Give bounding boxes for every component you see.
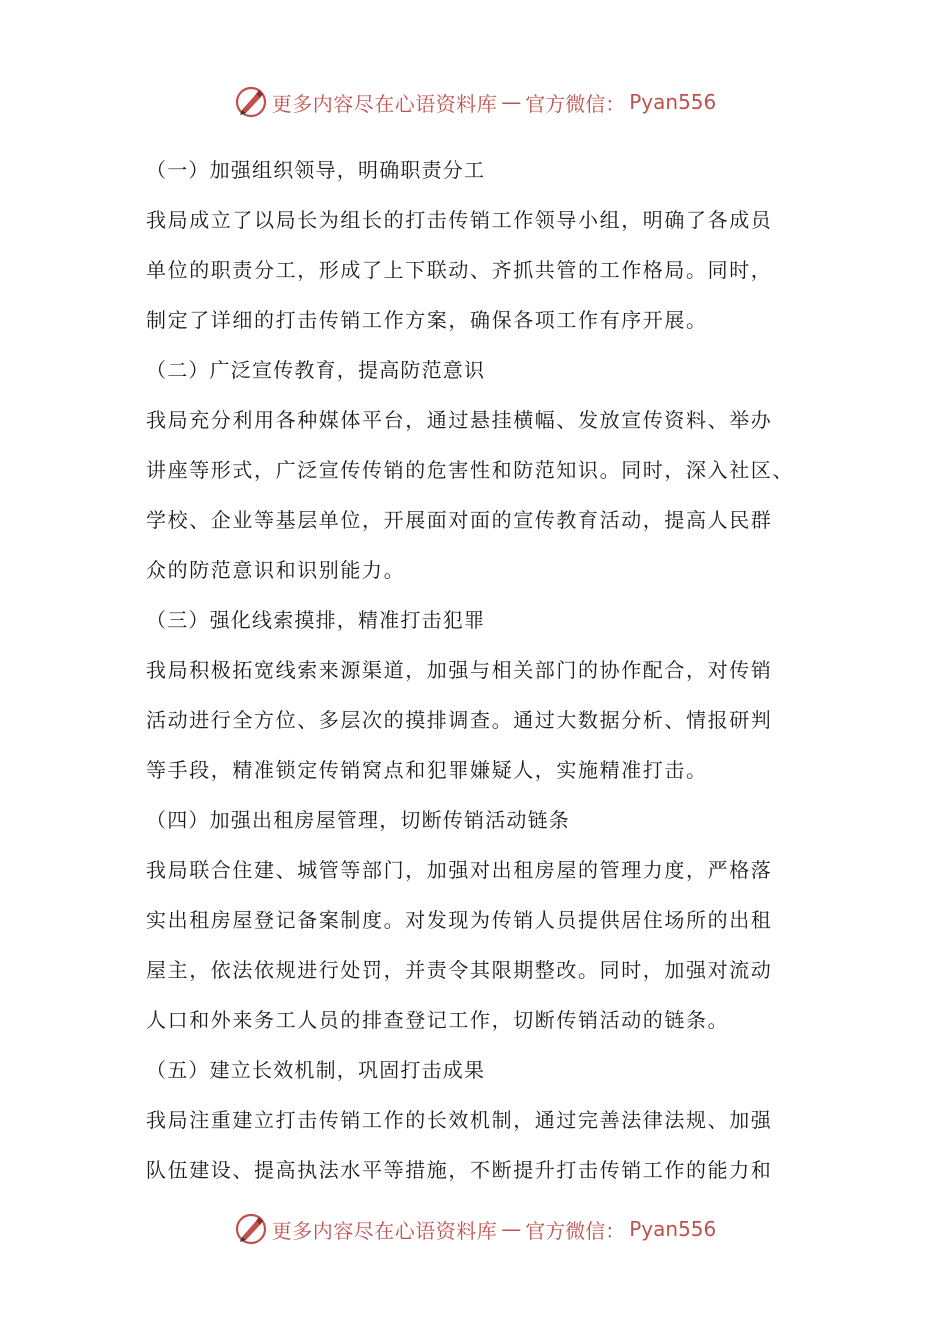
- logo-icon: [234, 85, 268, 119]
- section-heading-4: （四）加强出租房屋管理，切断传销活动链条: [146, 808, 570, 832]
- banner-wechat-id: Pyan556: [629, 1217, 717, 1241]
- banner-wechat-label: 官方微信：: [525, 91, 626, 116]
- paragraph-line: 单位的职责分工，形成了上下联动、齐抓共管的工作格局。同时，: [146, 258, 773, 282]
- document-body: [146, 145, 826, 1195]
- footer-banner: [0, 1207, 950, 1251]
- banner-dash: —: [501, 1217, 522, 1241]
- paragraph-line: 学校、企业等基层单位，开展面对面的宣传教育活动，提高人民群: [146, 508, 773, 532]
- banner-dash: —: [501, 90, 522, 114]
- paragraph-line: 众的防范意识和识别能力。: [146, 558, 406, 582]
- paragraph-line: 等手段，精准锁定传销窝点和犯罪嫌疑人，实施精准打击。: [146, 758, 708, 782]
- banner-text: 更多内容尽在心语资料库: [271, 91, 498, 116]
- paragraph-line: 我局成立了以局长为组长的打击传销工作领导小组，明确了各成员: [146, 208, 773, 232]
- section-heading-2: （二）广泛宣传教育，提高防范意识: [146, 358, 486, 382]
- paragraph-line: 讲座等形式，广泛宣传传销的危害性和防范知识。同时，深入社区、: [146, 458, 794, 482]
- banner-wechat-label: 官方微信：: [525, 1218, 626, 1243]
- paragraph-line: 屋主，依法依规进行处罚，并责令其限期整改。同时，加强对流动: [146, 958, 773, 982]
- header-banner: [0, 80, 950, 124]
- paragraph-line: 我局联合住建、城管等部门，加强对出租房屋的管理力度，严格落: [146, 858, 773, 882]
- banner-text: 更多内容尽在心语资料库: [271, 1218, 498, 1243]
- paragraph-line: 我局注重建立打击传销工作的长效机制，通过完善法律法规、加强: [146, 1108, 773, 1132]
- paragraph-line: 我局充分利用各种媒体平台，通过悬挂横幅、发放宣传资料、举办: [146, 408, 773, 432]
- section-heading-5: （五）建立长效机制，巩固打击成果: [146, 1058, 486, 1082]
- paragraph-line: 实出租房屋登记备案制度。对发现为传销人员提供居住场所的出租: [146, 908, 773, 932]
- paragraph-line: 我局积极拓宽线索来源渠道，加强与相关部门的协作配合，对传销: [146, 658, 773, 682]
- paragraph-line: 制定了详细的打击传销工作方案，确保各项工作有序开展。: [146, 308, 708, 332]
- banner-wechat-id: Pyan556: [629, 90, 717, 114]
- paragraph-line: 人口和外来务工人员的排查登记工作，切断传销活动的链条。: [146, 1008, 730, 1032]
- section-heading-1: （一）加强组织领导，明确职责分工: [146, 158, 486, 182]
- banner-inner: [234, 85, 717, 119]
- paragraph-line: 队伍建设、提高执法水平等措施，不断提升打击传销工作的能力和: [146, 1158, 773, 1182]
- section-heading-3: （三）强化线索摸排，精准打击犯罪: [146, 608, 486, 632]
- banner-inner: [234, 1212, 717, 1246]
- paragraph-line: 活动进行全方位、多层次的摸排调查。通过大数据分析、情报研判: [146, 708, 773, 732]
- logo-icon: [234, 1212, 268, 1246]
